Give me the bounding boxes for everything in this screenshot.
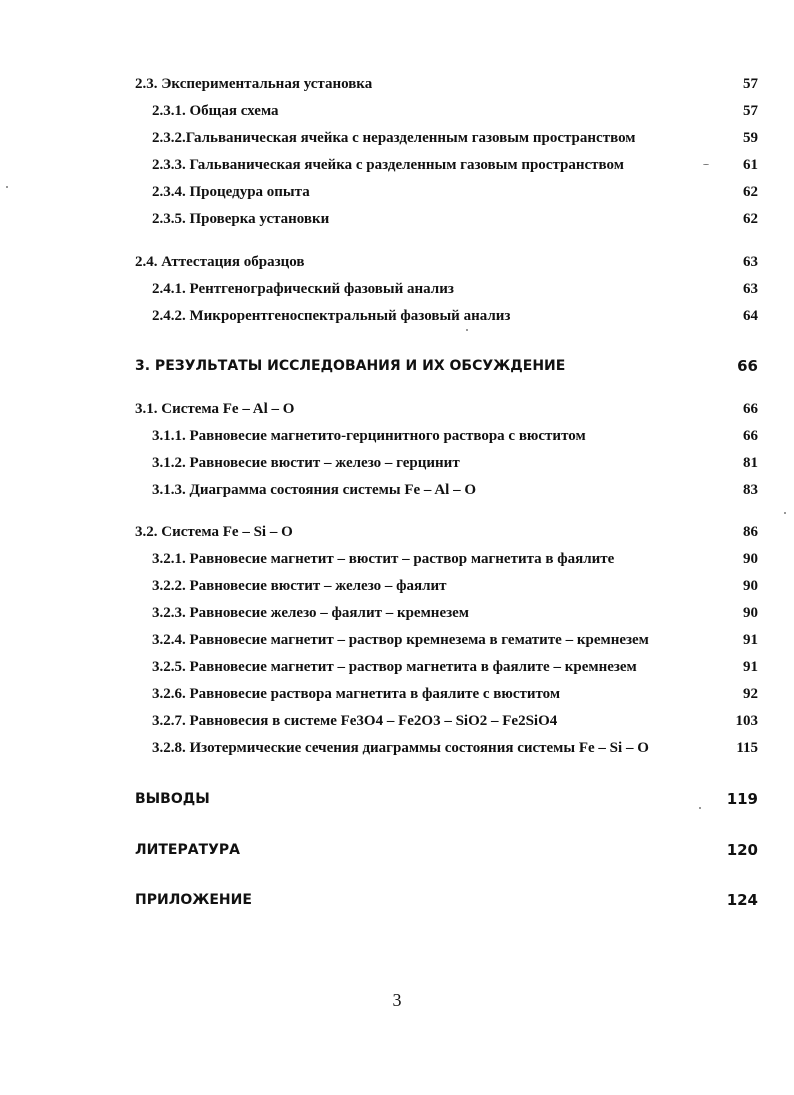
scan-speck [703,164,709,165]
toc-entry-title: 2.3.5. Проверка установки [152,211,330,227]
toc-chapter-entry[interactable] [135,890,758,910]
scan-speck [699,807,701,809]
toc-entry-page: 90 [743,605,758,621]
toc-entry-title: 3.2.2. Равновесие вюстит – железо – фаялит [152,578,447,594]
toc-entry[interactable] [152,603,758,623]
toc-entry-page: 64 [743,308,758,324]
toc-entry-title: 2.4.2. Микрорентгеноспектральный фазовый анализ [152,308,511,324]
toc-entry-page: 63 [743,254,758,270]
toc-entry-title: 3.2.6. Равновесие раствора магнетита в фаялите с вюститом [152,686,561,702]
toc-entry[interactable] [152,306,758,326]
toc-entry[interactable] [152,684,758,704]
toc-entry-title: ЛИТЕРАТУРА [135,842,240,858]
toc-entry-title: 3.1.2. Равновесие вюстит – железо – герцинит [152,455,460,471]
toc-entry[interactable] [152,738,758,758]
toc-entry-title: 2.4. Аттестация образцов [135,254,305,270]
toc-entry-title: 3.2.3. Равновесие железо – фаялит – кремнезем [152,605,470,621]
toc-entry[interactable] [135,399,758,419]
toc-entry-page: 103 [735,713,758,729]
toc-entry-title: 3.2.5. Равновесие магнетит – раствор магнетита в фаялите – кремнезем [152,659,637,675]
toc-entry[interactable] [152,279,758,299]
toc-entry-title: 2.4.1. Рентгенографический фазовый анализ [152,281,454,297]
toc-entry-page: 57 [743,76,758,92]
toc-entry-page: 91 [743,632,758,648]
toc-entry-title: 2.3.1. Общая схема [152,103,279,119]
toc-entry-page: 63 [743,281,758,297]
toc-entry-page: 119 [726,790,758,808]
toc-entry-page: 57 [743,103,758,119]
toc-entry-page: 124 [726,891,758,909]
toc-entry-title: 3.1. Система Fe – Al – O [135,401,295,417]
toc-entry-title: 2.3. Экспериментальная установка [135,76,373,92]
toc-entry-page: 115 [736,740,758,756]
toc-entry-title: 3.2.8. Изотермические сечения диаграммы состояния системы Fe – Si – O [152,740,649,756]
toc-entry-page: 81 [743,455,758,471]
toc-entry[interactable] [152,480,758,500]
toc-entry-title: 2.3.4. Процедура опыта [152,184,310,200]
toc-entry-page: 59 [743,130,758,146]
page-number: 3 [392,990,402,1010]
toc-entry-title: 3.2.4. Равновесие магнетит – раствор кремнезема в гематите – кремнезем [152,632,649,648]
toc-entry[interactable] [152,657,758,677]
toc-entry[interactable] [152,453,758,473]
toc-entry-page: 61 [743,157,758,173]
toc-entry[interactable] [152,155,758,175]
toc-entry-title: 3.2.7. Равновесия в системе Fe3O4 – Fe2O3 – SiO2 – Fe2SiO4 [152,713,558,729]
toc-entry-page: 91 [743,659,758,675]
toc-entry-title: 3.2.1. Равновесие магнетит – вюстит – раствор магнетита в фаялите [152,551,615,567]
toc-entry-page: 66 [737,357,758,375]
scan-speck [6,186,8,188]
toc-entry-title: 2.3.2.Гальваническая ячейка с неразделенным газовым пространством [152,130,636,146]
toc-entry[interactable] [152,711,758,731]
toc-entry[interactable] [135,74,758,94]
toc-entry-title: 3. РЕЗУЛЬТАТЫ ИССЛЕДОВАНИЯ И ИХ ОБСУЖДЕНИЕ [135,358,566,374]
toc-entry-title: 3.2. Система Fe – Si – O [135,524,293,540]
toc-entry-page: 62 [743,211,758,227]
toc-entry-page: 66 [743,401,758,417]
toc-entry-page: 90 [743,551,758,567]
toc-entry[interactable] [152,426,758,446]
toc-entry-page: 120 [726,841,758,859]
toc-entry[interactable] [152,576,758,596]
toc-entry[interactable] [152,128,758,148]
toc-entry[interactable] [152,209,758,229]
toc-entry-page: 90 [743,578,758,594]
toc-entry-title: ПРИЛОЖЕНИЕ [135,892,252,908]
toc-chapter-entry[interactable] [135,840,758,860]
toc-entry-page: 62 [743,184,758,200]
scan-speck [784,512,786,514]
toc-entry-title: 3.1.1. Равновесие магнетито-герцинитного раствора с вюститом [152,428,586,444]
scan-speck [466,329,468,331]
toc-chapter-entry[interactable] [135,356,758,376]
toc-entry-page: 86 [743,524,758,540]
toc-entry-page: 83 [743,482,758,498]
toc-chapter-entry[interactable] [135,789,758,809]
toc-entry[interactable] [152,182,758,202]
toc-entry-page: 66 [743,428,758,444]
toc-entry-page: 92 [743,686,758,702]
toc-entry[interactable] [135,252,758,272]
toc-entry[interactable] [152,101,758,121]
toc-entry[interactable] [152,549,758,569]
toc-entry[interactable] [152,630,758,650]
toc-entry-title: 3.1.3. Диаграмма состояния системы Fe – Al – O [152,482,476,498]
toc-entry-title: ВЫВОДЫ [135,791,210,807]
toc-entry-title: 2.3.3. Гальваническая ячейка с разделенным газовым пространством [152,157,624,173]
toc-entry[interactable] [135,522,758,542]
